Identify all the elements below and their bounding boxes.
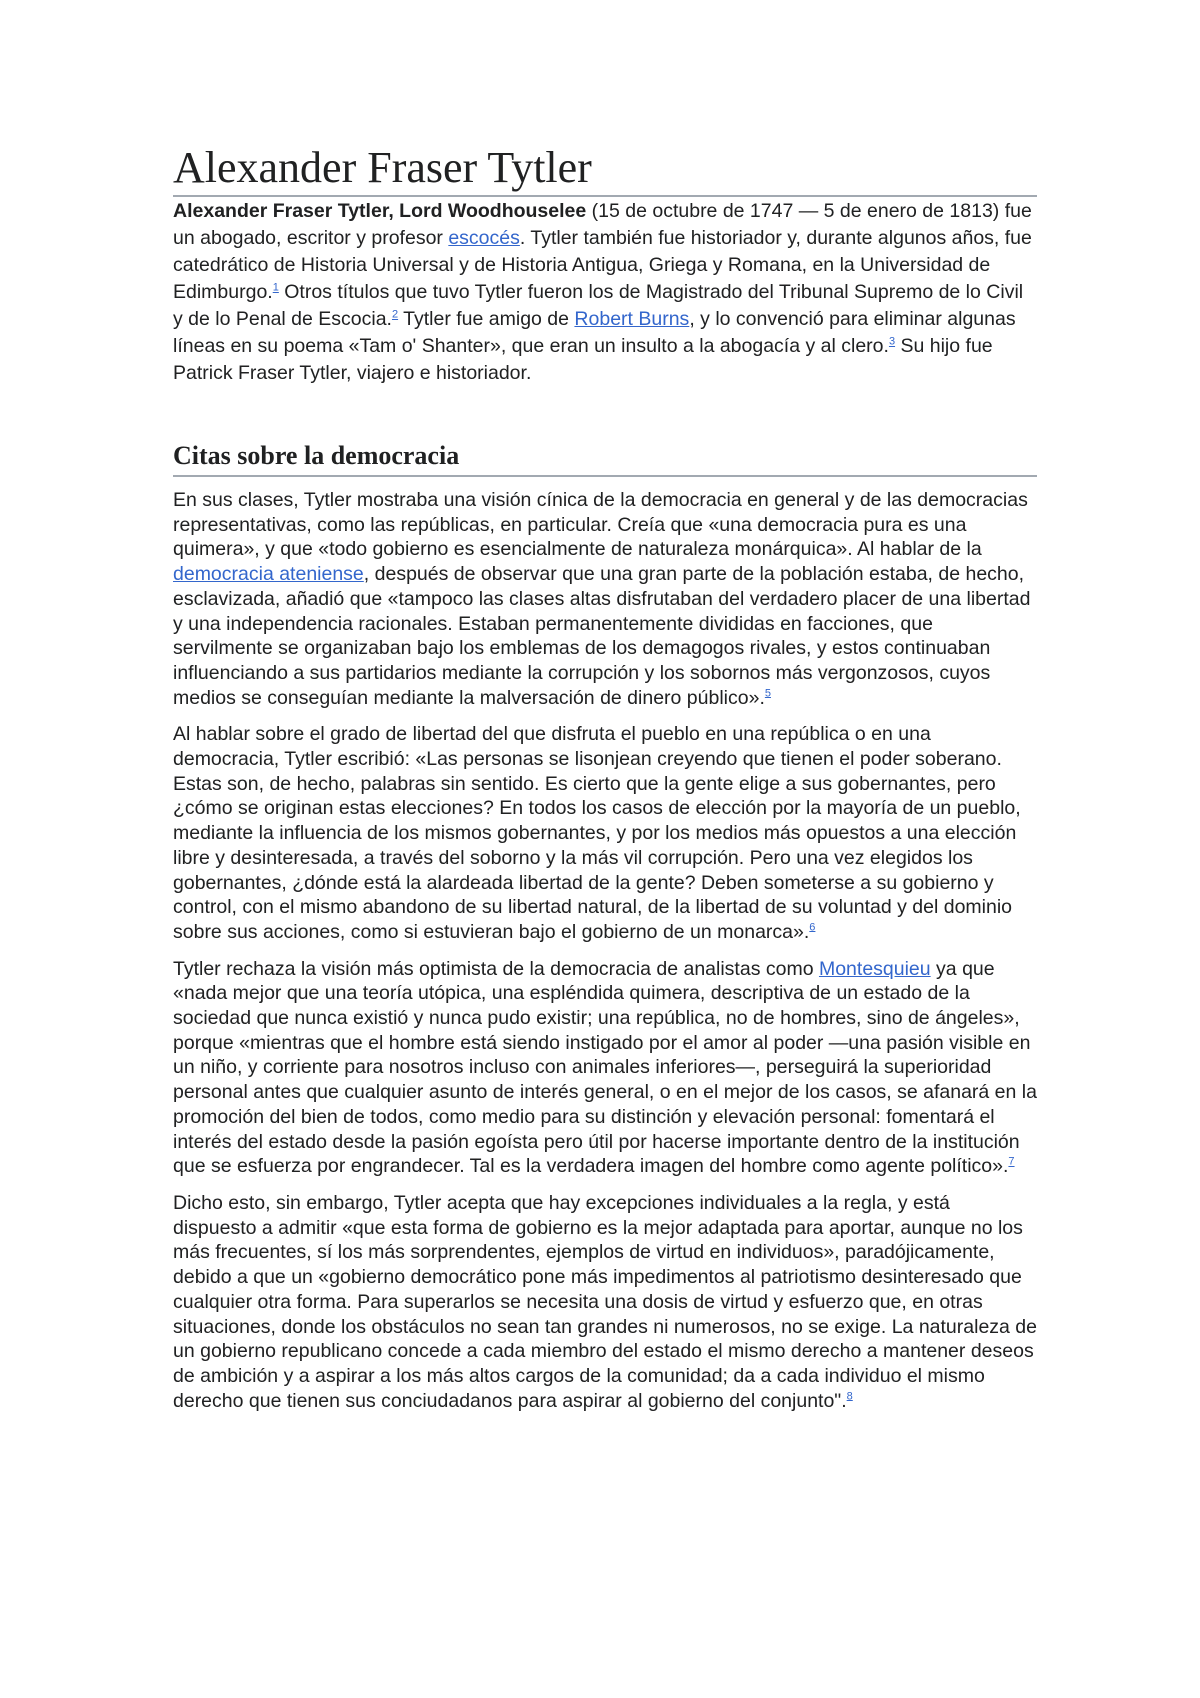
paragraph-text: Tytler rechaza la visión más optimista de la democracia de analistas como [173,957,819,980]
ref-2-link[interactable]: 2 [391,308,399,321]
intro-text: Tytler fue amigo de [398,308,575,330]
ref-7-link[interactable]: 7 [1008,1155,1015,1168]
ref-8-link[interactable]: 8 [846,1390,853,1403]
ref-3-link[interactable]: 3 [888,335,896,348]
ref-6[interactable] [809,921,815,933]
ref-1-link[interactable]: 1 [272,281,279,294]
paragraph-text: Al hablar sobre el grado de libertad del que disfruta el pueblo en una república o en una democracia, Tytler escribió: «Las personas se lisonjean creyendo que tienen el poder soberano. Estas son, de hecho, palabras sin sentido. Es cierto que la gente elige a sus gobernantes, pero ¿cómo se originan estas elecciones? En todos los casos de elección por la mayoría de un pueblo, mediante la influencia de los mismos gobernantes, y por los medios más opuestos a una elección libre y desinteresada, a través del soborno y la más vil corrupción. Pero una vez elegidos los gobernantes, ¿dónde está la alardeada libertad de la gente? Deben someterse a su gobierno y control, con el mismo abandono de su libertad natural, de la libertad de su voluntad y del dominio sobre sus acciones, como si estuvieran bajo el gobierno de un monarca». [173,723,1021,943]
paragraph-text: ya que «nada mejor que una teoría utópica, una espléndida quimera, descriptiva de un estado de la sociedad que nunca existió y nunca pudo existir; una república, no de hombres, sino de ángeles», porque «mientras que el hombre está siendo instigado por el amor al poder —una pasión visible en un niño, y corriente para nosotros incluso con animales inferiores—, perseguirá la superioridad personal antes que cualquier asunto de interés general, o en el mejor de los casos, se afanará en la promoción del bien de todos, como medio para su distinción y elevación personal: fomentará el interés del estado desde la pasión egoísta pero útil por hacerse importante dentro de la institución que se esfuerza por engrandecer. Tal es la verdadera imagen del hombre como agente político». [173,957,1037,1178]
link-robert-burns[interactable]: Robert Burns [574,308,690,330]
paragraph-1 [173,488,1037,710]
intro-text: Su hijo fue Patrick Fraser Tytler, viajero e historiador. [173,335,993,384]
section-heading: Citas sobre la democracia [173,440,1037,477]
intro-text: (15 de octubre de 1747 — 5 de enero de 1813) fue un abogado, escritor y profesor [173,200,1032,249]
subject-name: Alexander Fraser Tytler, Lord Woodhouselee [173,200,587,222]
link-democracia-ateniense[interactable]: democracia ateniense [173,563,364,586]
paragraph-text: , después de observar que una gran parte de la población estaba, de hecho, esclavizada, añadió que «tampoco las clases altas disfrutaban del verdadero placer de una libertad y una independencia racionales. Estaban permanentemente divididas en facciones, que servilmente se organizaban bajo los emblemas de los demagogos rivales, y estos continuaban influenciando a sus partidarios mediante la corrupción y los sobornos más vergonzosos, cuyos medios se conseguían mediante la malversación de dinero público». [173,563,1031,709]
link-montesquieu[interactable]: Montesquieu [818,957,931,980]
paragraph-3 [173,957,1037,1179]
intro-paragraph [173,198,1037,387]
link-escoces[interactable]: escocés [448,227,520,249]
section-body [173,488,1037,1425]
ref-5-link[interactable]: 5 [764,687,771,700]
intro-text: . Tytler también fue historiador y, durante algunos años, fue catedrático de Historia Universal y de Historia Antigua, Griega y Romana, en la Universidad de Edimburgo. [173,227,1032,303]
ref-5[interactable] [765,687,771,699]
paragraph-4 [173,1191,1037,1413]
page-title: Alexander Fraser Tytler [173,144,1037,197]
paragraph-text: En sus clases, Tytler mostraba una visión cínica de la democracia en general y de las democracias representativas, como las repúblicas, en particular. Creía que «una democracia pura es una quimera», y que «todo gobierno es esencialmente de naturaleza monárquica». Al hablar de la [173,489,1028,561]
paragraph-2 [173,722,1037,944]
paragraph-text: Dicho esto, sin embargo, Tytler acepta que hay excepciones individuales a la regla, y está dispuesto a admitir «que esta forma de gobierno es la mejor adaptada para aportar, aunque no los más frecuentes, sí los más sorprendentes, ejemplos de virtud en individuos», paradójicamente, debido a que un «gobierno democrático pone más impedimentos al patriotismo desinteresado que cualquier otra forma. Para superarlos se necesita una dosis de virtud y esfuerzo que, en otras situaciones, donde los obstáculos no sean tan grandes ni numerosos, no se exige. La naturaleza de un gobierno republicano concede a cada miembro del estado el mismo derecho a mantener deseos de ambición y a aspirar a los más altos cargos de la comunidad; da a cada individuo el mismo derecho que tienen sus conciudadanos para aspirar al gobierno del conjunto". [173,1191,1037,1412]
ref-7[interactable] [1008,1156,1014,1168]
intro-text: , y lo convenció para eliminar algunas líneas en su poema «Tam o' Shanter», que eran un insulto a la abogacía y al clero. [173,308,1016,357]
intro-text: Otros títulos que tuvo Tytler fueron los de Magistrado del Tribunal Supremo de lo Civil y de lo Penal de Escocia. [173,281,1024,330]
ref-6-link[interactable]: 6 [809,921,816,934]
ref-8[interactable] [847,1390,853,1402]
